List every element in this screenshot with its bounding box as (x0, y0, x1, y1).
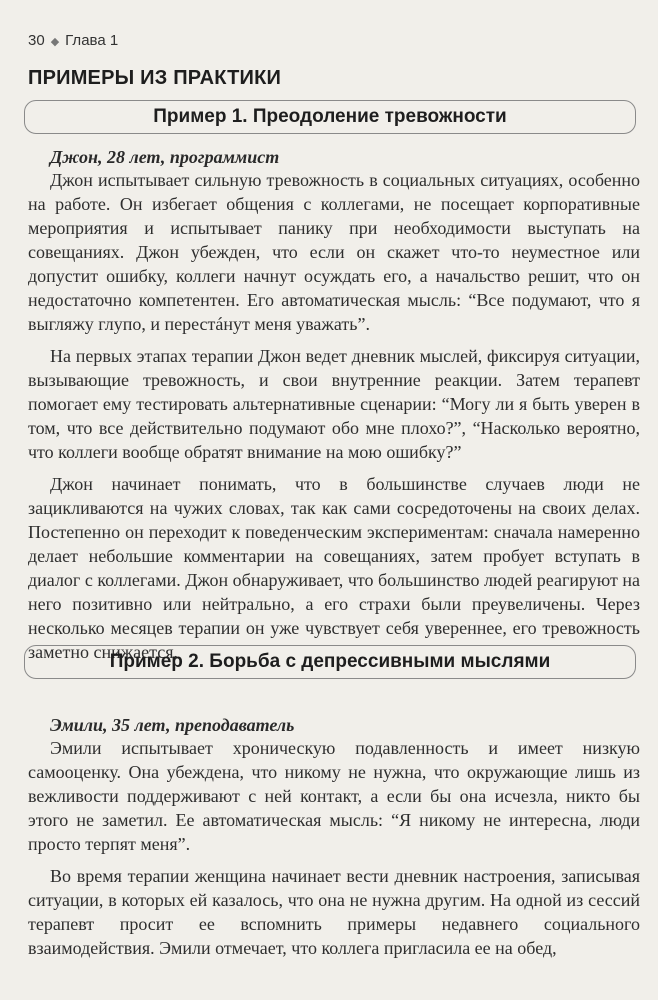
section-title: ПРИМЕРЫ ИЗ ПРАКТИКИ (28, 67, 282, 89)
example-2-body (28, 736, 640, 968)
paragraph: На первых этапах терапии Джон ведет дневник мыслей, фиксируя ситуации, вызывающие тревожность, и свои внутренние реакции. Затем терапевт помогает ему тестировать альтернативные сценарии: “Могу ли я быть уверен в том, что все действительно подумают обо мне плохо?”, “Насколько вероятно, что коллеги вообще обратят внимание на мою ошибку?” (28, 346, 640, 462)
example-2-title-box (24, 645, 636, 679)
example-2-title: Пример 2. Борьба с депрессивными мыслями (109, 651, 551, 672)
paragraph: Джон испытывает сильную тревожность в социальных ситуациях, особенно на работе. Он избегает общения с коллегами, не посещает корпоративные мероприятия и испытывает панику при необходимости выступать на совещаниях. Джон убежден, что если он скажет что-то неуместное или допустит ошибку, коллеги начнут осуждать его, а начальство решит, что он недостаточно компетентен. Его автоматическая мысль: “Все подумают, что я выгляжу глупо, и перестáнут меня уважать”. (28, 170, 640, 334)
diamond-separator-icon: ◆ (50, 36, 60, 48)
example-1-body (28, 168, 640, 672)
paragraph: Джон начинает понимать, что в большинстве случаев люди не зацикливаются на чужих словах, так как сами сосредоточены на своих делах. Постепенно он переходит к поведенческим экспериментам: сначала намеренно делает небольшие комментарии на совещаниях, затем пробует вступать в диалог с коллегами. Джон обнаруживает, что большинство людей реагируют на него позитивно или нейтрально, а его страхи были преувеличены. Через несколько месяцев терапии он уже чувствует себя увереннее, его тревожность заметно снижается. (28, 474, 640, 662)
page-number: 30 (28, 32, 45, 49)
running-head (28, 32, 118, 49)
example-1-title-box (24, 100, 636, 134)
example-1-title: Пример 1. Преодоление тревожности (153, 106, 507, 127)
chapter-label: Глава 1 (65, 32, 119, 49)
paragraph: Эмили испытывает хроническую подавленность и имеет низкую самооценку. Она убеждена, что никому не нужна, что окружающие лишь из вежливости поддерживают с ней контакт, а если бы она исчезла, никто бы этого не заметил. Ее автоматическая мысль: “Я никому не интересна, люди просто терпят меня”. (28, 738, 640, 854)
paragraph: Во время терапии женщина начинает вести дневник настроения, записывая ситуации, в которых ей казалось, что она не нужна другим. На одной из сессий терапевт просит ее вспомнить примеры недавнего социального взаимодействия. Эмили отмечает, что коллега пригласила ее на обед, (28, 866, 640, 958)
example-1-byline: Джон, 28 лет, программист (50, 147, 280, 167)
example-2-byline: Эмили, 35 лет, преподаватель (50, 715, 295, 735)
